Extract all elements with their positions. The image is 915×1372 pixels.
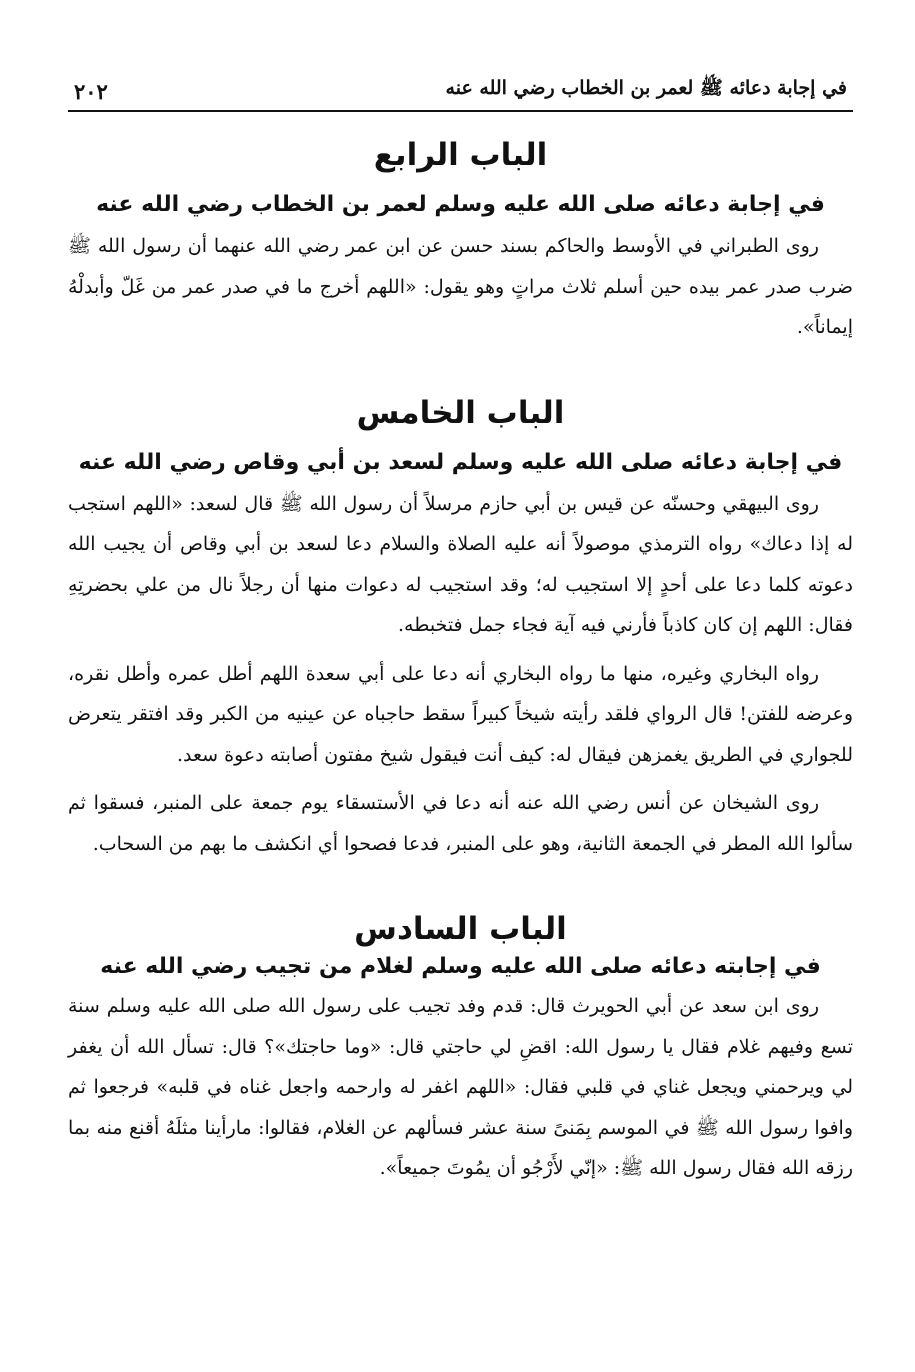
chapter-title: الباب السادس (354, 911, 567, 947)
paragraph: رواه البخاري وغيره، منها ما رواه البخاري أنه دعا على أبي سعدة اللهم أطل عمره وأطل نقره، وعرضه للفتن! قال الرواي فلقد رأيته شيخاً كبيراً سقط حاجباه عن عينيه من الكبر وقد افتقر يتعرض للجواري في الطريق يغمزهن فيقال له: كيف أنت فيقول شيخ مفتون أصابته دعوة سعد. (68, 662, 853, 766)
chapter-five (68, 392, 853, 865)
page-number: ٢٠٢ (74, 79, 108, 104)
chapter-subtitle: في إجابته دعائه صلى الله عليه وسلم لغلام من تجيب رضي الله عنه (100, 954, 821, 979)
paragraph: روى الطبراني في الأوسط والحاكم بسند حسن عن ابن عمر رضي الله عنهما أن رسول الله ﷺ ضرب صدر عمر بيده حين أسلم ثلاث مراتٍ وهو يقول: «اللهم أخرج ما في صدر عمر من غَلّ وأبدلْهُ إيماناً». (68, 235, 853, 338)
paragraph: روى الشيخان عن أنس رضي الله عنه أنه دعا في الأستسقاء يوم جمعة على المنبر، فسقوا ثم سألوا الله المطر في الجمعة الثانية، وهو على المنبر، فدعا فصحوا أي انكشف ما بهم من السحاب. (68, 792, 853, 855)
running-title: في إجابة دعائه ﷺ لعمر بن الخطاب رضي الله عنه (445, 77, 847, 99)
paragraph: روى البيهقي وحسنّه عن قيس بن أبي حازم مرسلاً أن رسول الله ﷺ قال لسعد: «اللهم استجب له إذا دعاك» رواه الترمذي موصولاً أنه عليه الصلاة والسلام دعا لسعد بن أبي وقاص أن يجيب الله دعوته كلما دعا على أحدٍ إلا استجيب له؛ وقد استجيب له دعوات منها أن رجلاً نال من علي بحضرتِهِ فقال: اللهم إن كان كاذباً فأرني فيه آية فجاء جمل فتخبطه. (68, 492, 853, 636)
chapter-subtitle: في إجابة دعائه صلى الله عليه وسلم لعمر بن الخطاب رضي الله عنه (96, 192, 825, 217)
paragraph: روى ابن سعد عن أبي الحويرث قال: قدم وفد تجيب على رسول الله صلى الله عليه وسلم سنة تسع وفيهم غلام فقال يا رسول الله: اقضِ لي حاجتي قال: «وما حاجتك»؟ قال: تسأل الله أن يغفر لي ويرحمني ويجعل غناي في قلبي فقال: «اللهم اغفر له وارحمه واجعل غناه في قلبه» فرجعوا ثم وافوا رسول الله ﷺ في الموسم بِمَنىً سنة عشر فسألهم عن الغلام، فقالوا: مارأينا مثلَهُ أقنع منه بما رزقه الله فقال رسول الله ﷺ: «إنّي لأَرْجُو أن يمُوتَ جميعاً». (68, 995, 853, 1179)
chapter-title: الباب الرابع (373, 137, 548, 173)
chapter-title: الباب الخامس (356, 394, 565, 431)
chapter-four (68, 134, 853, 348)
chapter-subtitle: في إجابة دعائه صلى الله عليه وسلم لسعد بن أبي وقاص رضي الله عنه (78, 449, 843, 475)
running-header (68, 70, 853, 112)
chapter-six (68, 908, 853, 1189)
book-page (68, 70, 853, 1352)
